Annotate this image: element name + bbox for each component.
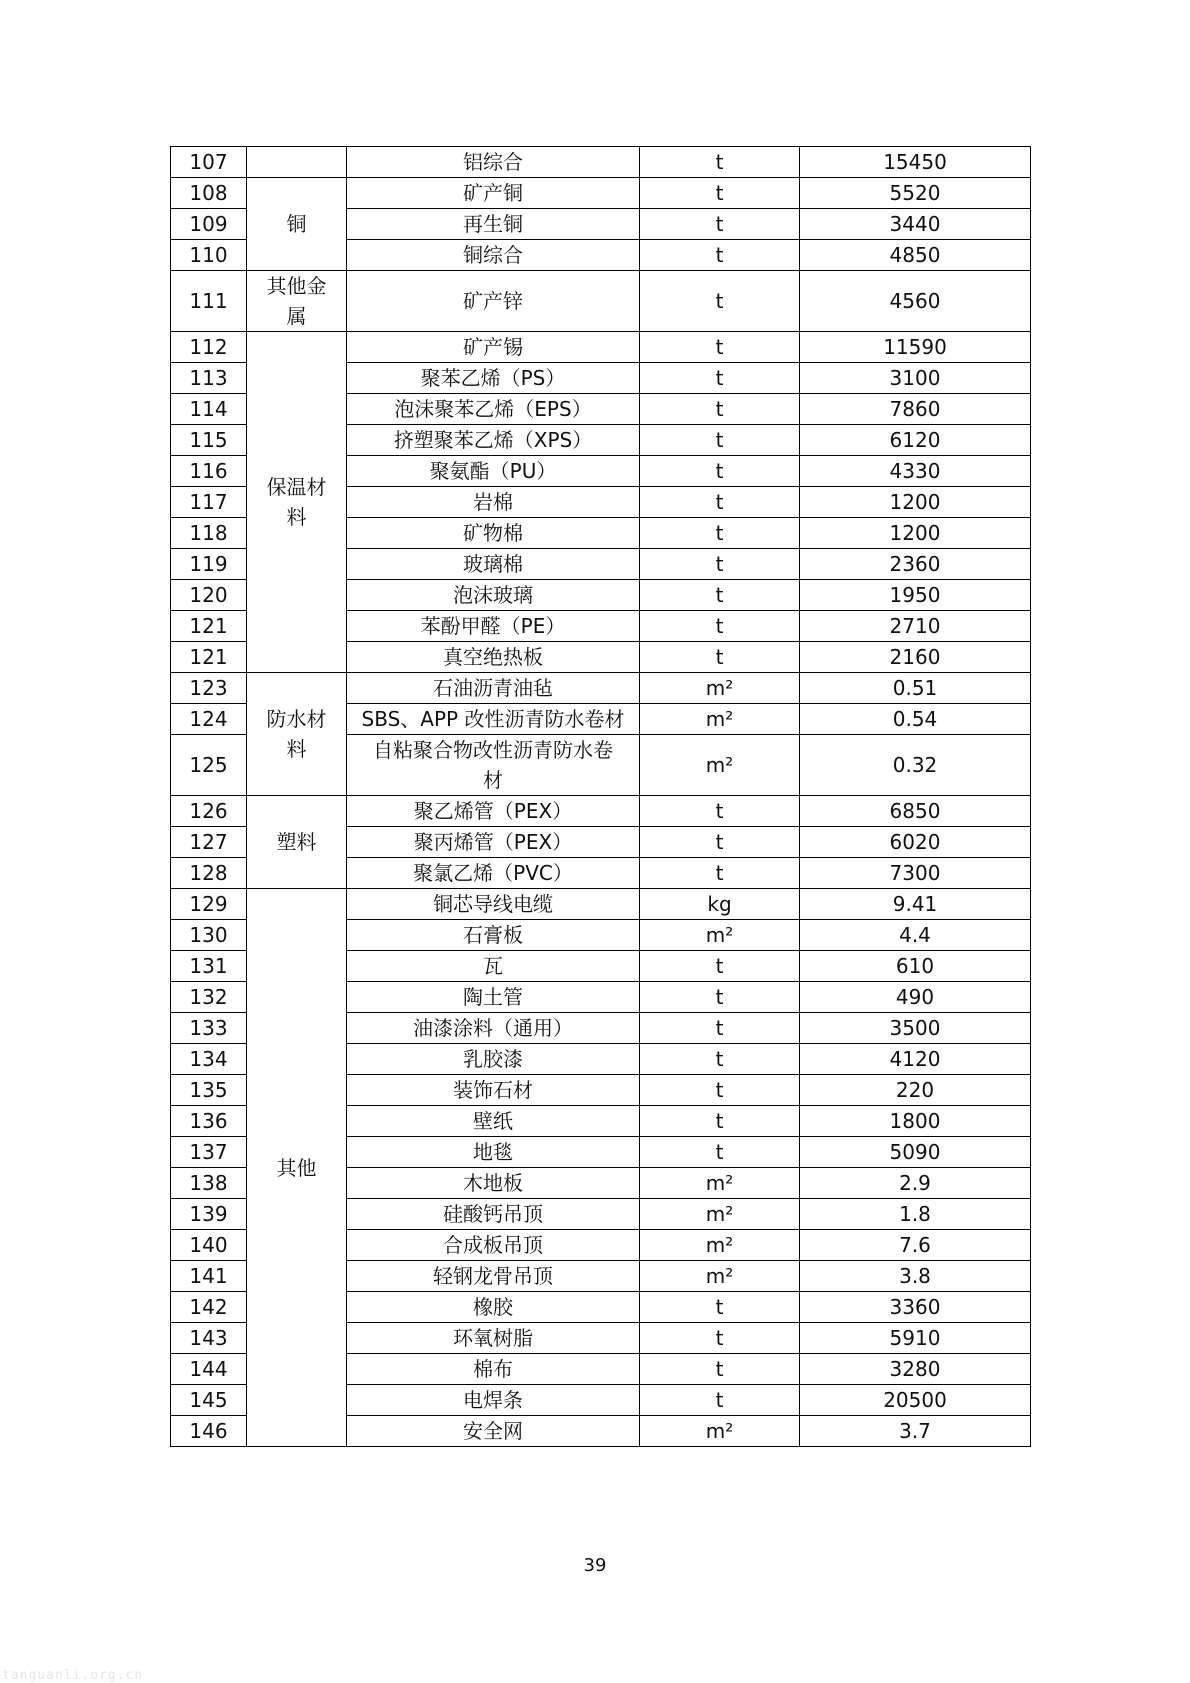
- material-name: 装饰石材: [347, 1075, 640, 1106]
- emission-factor: 4560: [800, 271, 1031, 332]
- row-number: 140: [171, 1230, 247, 1261]
- unit: t: [640, 827, 800, 858]
- material-name: 石膏板: [347, 920, 640, 951]
- material-name: 瓦: [347, 951, 640, 982]
- emission-factor: 1.8: [800, 1199, 1031, 1230]
- row-number: 117: [171, 487, 247, 518]
- row-number: 143: [171, 1323, 247, 1354]
- category-cell: 防水材 料: [247, 673, 347, 796]
- material-name: 壁纸: [347, 1106, 640, 1137]
- row-number: 146: [171, 1416, 247, 1447]
- row-number: 123: [171, 673, 247, 704]
- material-name: 聚丙烯管（PEX）: [347, 827, 640, 858]
- emission-factor: 220: [800, 1075, 1031, 1106]
- row-number: 132: [171, 982, 247, 1013]
- emission-factor: 6120: [800, 425, 1031, 456]
- unit: m²: [640, 920, 800, 951]
- row-number: 120: [171, 580, 247, 611]
- emission-factor: 3440: [800, 209, 1031, 240]
- material-name: 乳胶漆: [347, 1044, 640, 1075]
- unit: t: [640, 240, 800, 271]
- unit: t: [640, 796, 800, 827]
- watermark: tanguanli.org.cn: [2, 1668, 144, 1683]
- unit: t: [640, 951, 800, 982]
- material-name: 陶土管: [347, 982, 640, 1013]
- emission-factor: 7860: [800, 394, 1031, 425]
- row-number: 137: [171, 1137, 247, 1168]
- row-number: 108: [171, 178, 247, 209]
- emission-factor: 1950: [800, 580, 1031, 611]
- row-number: 131: [171, 951, 247, 982]
- row-number: 127: [171, 827, 247, 858]
- unit: t: [640, 1044, 800, 1075]
- row-number: 145: [171, 1385, 247, 1416]
- emission-factor: 7.6: [800, 1230, 1031, 1261]
- emission-factor: 0.54: [800, 704, 1031, 735]
- material-name: 合成板吊顶: [347, 1230, 640, 1261]
- emission-factor: 2710: [800, 611, 1031, 642]
- row-number: 119: [171, 549, 247, 580]
- row-number: 121: [171, 642, 247, 673]
- row-number: 139: [171, 1199, 247, 1230]
- material-name: 苯酚甲醛（PE）: [347, 611, 640, 642]
- table-row: [171, 178, 1031, 209]
- unit: m²: [640, 1416, 800, 1447]
- material-name: 木地板: [347, 1168, 640, 1199]
- row-number: 124: [171, 704, 247, 735]
- page-number: 39: [583, 1555, 607, 1576]
- material-name: 油漆涂料（通用）: [347, 1013, 640, 1044]
- emission-factor: 3.7: [800, 1416, 1031, 1447]
- category-cell: 塑料: [247, 796, 347, 889]
- emission-factor: 1800: [800, 1106, 1031, 1137]
- row-number: 144: [171, 1354, 247, 1385]
- table-row: [171, 889, 1031, 920]
- row-number: 112: [171, 332, 247, 363]
- emission-factor: 6020: [800, 827, 1031, 858]
- material-name: 轻钢龙骨吊顶: [347, 1261, 640, 1292]
- carbon-factor-table: [170, 146, 1031, 1447]
- emission-factor: 610: [800, 951, 1031, 982]
- unit: t: [640, 1137, 800, 1168]
- emission-factor: 3.8: [800, 1261, 1031, 1292]
- category-cell: 其他: [247, 889, 347, 1447]
- unit: m²: [640, 1261, 800, 1292]
- material-name: 矿产锌: [347, 271, 640, 332]
- emission-factor: 3280: [800, 1354, 1031, 1385]
- row-number: 142: [171, 1292, 247, 1323]
- emission-factor: 3500: [800, 1013, 1031, 1044]
- unit: t: [640, 271, 800, 332]
- row-number: 141: [171, 1261, 247, 1292]
- emission-factor: 5910: [800, 1323, 1031, 1354]
- unit: t: [640, 982, 800, 1013]
- row-number: 115: [171, 425, 247, 456]
- unit: t: [640, 642, 800, 673]
- emission-factor: 2360: [800, 549, 1031, 580]
- emission-factor: 4.4: [800, 920, 1031, 951]
- emission-factor: 5090: [800, 1137, 1031, 1168]
- row-number: 133: [171, 1013, 247, 1044]
- row-number: 109: [171, 209, 247, 240]
- material-name: 棉布: [347, 1354, 640, 1385]
- unit: t: [640, 487, 800, 518]
- row-number: 125: [171, 735, 247, 796]
- material-name: 矿物棉: [347, 518, 640, 549]
- material-name: 岩棉: [347, 487, 640, 518]
- emission-factor: 11590: [800, 332, 1031, 363]
- material-name: 再生铜: [347, 209, 640, 240]
- unit: t: [640, 363, 800, 394]
- unit: t: [640, 1075, 800, 1106]
- unit: t: [640, 858, 800, 889]
- emission-factor: 0.51: [800, 673, 1031, 704]
- material-name: 铜综合: [347, 240, 640, 271]
- row-number: 126: [171, 796, 247, 827]
- unit: kg: [640, 889, 800, 920]
- emission-factor: 5520: [800, 178, 1031, 209]
- material-name: 铜芯导线电缆: [347, 889, 640, 920]
- material-name: 聚苯乙烯（PS）: [347, 363, 640, 394]
- unit: m²: [640, 1230, 800, 1261]
- unit: t: [640, 178, 800, 209]
- emission-factor: 0.32: [800, 735, 1031, 796]
- emission-factor: 15450: [800, 147, 1031, 178]
- material-name: 聚氯乙烯（PVC）: [347, 858, 640, 889]
- emission-factor: 4120: [800, 1044, 1031, 1075]
- table-body: [171, 147, 1031, 1447]
- row-number: 135: [171, 1075, 247, 1106]
- emission-factor: 4850: [800, 240, 1031, 271]
- material-name: 聚乙烯管（PEX）: [347, 796, 640, 827]
- unit: t: [640, 1292, 800, 1323]
- table-row: [171, 673, 1031, 704]
- row-number: 138: [171, 1168, 247, 1199]
- unit: t: [640, 425, 800, 456]
- unit: t: [640, 611, 800, 642]
- unit: m²: [640, 1168, 800, 1199]
- unit: m²: [640, 704, 800, 735]
- material-name: 真空绝热板: [347, 642, 640, 673]
- unit: t: [640, 1385, 800, 1416]
- row-number: 118: [171, 518, 247, 549]
- material-name: 电焊条: [347, 1385, 640, 1416]
- material-name: 石油沥青油毡: [347, 673, 640, 704]
- emission-factor: 2160: [800, 642, 1031, 673]
- row-number: 107: [171, 147, 247, 178]
- unit: t: [640, 147, 800, 178]
- emission-factor: 20500: [800, 1385, 1031, 1416]
- material-name: 泡沫聚苯乙烯（EPS）: [347, 394, 640, 425]
- table-row: [171, 796, 1031, 827]
- unit: t: [640, 518, 800, 549]
- material-name: 泡沫玻璃: [347, 580, 640, 611]
- emission-factor: 9.41: [800, 889, 1031, 920]
- material-name: 挤塑聚苯乙烯（XPS）: [347, 425, 640, 456]
- row-number: 136: [171, 1106, 247, 1137]
- unit: t: [640, 549, 800, 580]
- unit: t: [640, 1013, 800, 1044]
- category-cell: [247, 147, 347, 178]
- material-name: 环氧树脂: [347, 1323, 640, 1354]
- row-number: 116: [171, 456, 247, 487]
- material-name: 聚氨酯（PU）: [347, 456, 640, 487]
- material-name: 矿产铜: [347, 178, 640, 209]
- category-cell: 铜: [247, 178, 347, 271]
- row-number: 129: [171, 889, 247, 920]
- unit: t: [640, 1106, 800, 1137]
- unit: t: [640, 394, 800, 425]
- unit: t: [640, 1354, 800, 1385]
- material-name: 自粘聚合物改性沥青防水卷 材: [347, 735, 640, 796]
- emission-factor: 7300: [800, 858, 1031, 889]
- row-number: 113: [171, 363, 247, 394]
- material-name: 玻璃棉: [347, 549, 640, 580]
- row-number: 110: [171, 240, 247, 271]
- material-name: SBS、APP 改性沥青防水卷材: [347, 704, 640, 735]
- unit: t: [640, 332, 800, 363]
- category-cell: 其他金 属: [247, 271, 347, 332]
- unit: m²: [640, 673, 800, 704]
- emission-factor: 1200: [800, 487, 1031, 518]
- emission-factor: 3100: [800, 363, 1031, 394]
- material-name: 安全网: [347, 1416, 640, 1447]
- row-number: 121: [171, 611, 247, 642]
- table-row: [171, 147, 1031, 178]
- material-name: 矿产锡: [347, 332, 640, 363]
- unit: m²: [640, 1199, 800, 1230]
- table-row: [171, 271, 1031, 332]
- row-number: 134: [171, 1044, 247, 1075]
- unit: m²: [640, 735, 800, 796]
- emission-factor: 490: [800, 982, 1031, 1013]
- material-name: 铝综合: [347, 147, 640, 178]
- category-cell: 保温材 料: [247, 332, 347, 673]
- unit: t: [640, 580, 800, 611]
- emission-factor: 2.9: [800, 1168, 1031, 1199]
- material-name: 硅酸钙吊顶: [347, 1199, 640, 1230]
- emission-factor: 1200: [800, 518, 1031, 549]
- row-number: 114: [171, 394, 247, 425]
- unit: t: [640, 1323, 800, 1354]
- row-number: 111: [171, 271, 247, 332]
- row-number: 128: [171, 858, 247, 889]
- row-number: 130: [171, 920, 247, 951]
- material-name: 地毯: [347, 1137, 640, 1168]
- unit: t: [640, 209, 800, 240]
- unit: t: [640, 456, 800, 487]
- emission-factor: 4330: [800, 456, 1031, 487]
- table-row: [171, 332, 1031, 363]
- emission-factor: 3360: [800, 1292, 1031, 1323]
- emission-factor: 6850: [800, 796, 1031, 827]
- material-name: 橡胶: [347, 1292, 640, 1323]
